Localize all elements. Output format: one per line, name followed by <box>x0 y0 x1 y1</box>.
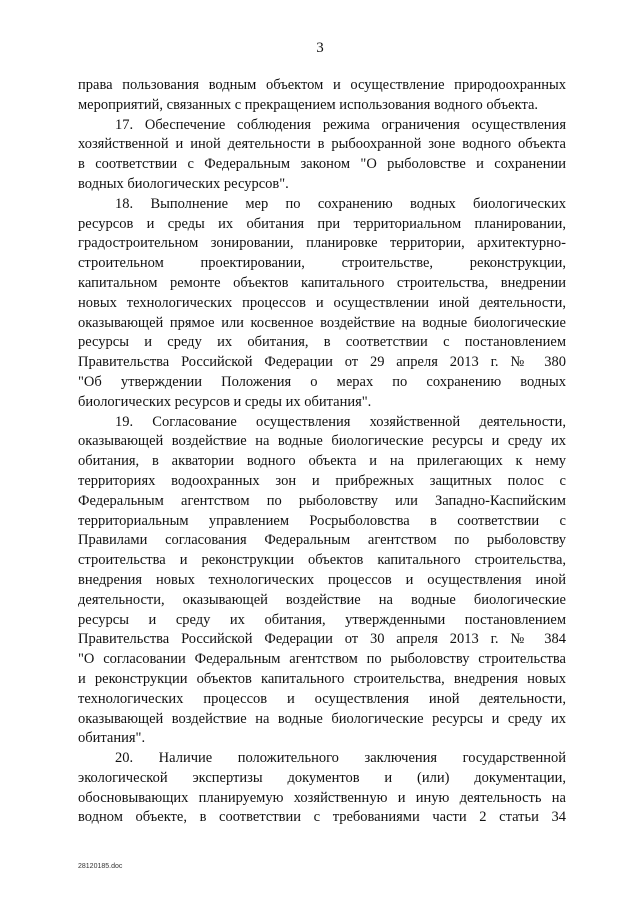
document-body <box>78 76 566 828</box>
text-line: мероприятий, связанных с прекращением использования водного объекта. <box>78 96 539 113</box>
text-line: ресурсы и среду их обитания, утвержденными постановлением <box>78 611 566 628</box>
text-line: обосновывающих планируемую хозяйственную и иную деятельность на <box>78 789 566 806</box>
text-line: хозяйственной и иной деятельности в рыбоохранной зоне водного объекта <box>78 136 566 153</box>
text-line: новых технологических процессов и осуществлении иной деятельности, <box>78 294 566 311</box>
text-line: экологической экспертизы документов и (или) документации, <box>78 769 566 786</box>
text-line: биологических ресурсов и среды их обитания". <box>78 393 372 410</box>
text-line: градостроительном зонировании, планировке территории, архитектурно- <box>78 235 566 252</box>
text-line: ресурсы и среду их обитания, в соответствии с постановлением <box>78 334 566 351</box>
text-line: 18. Выполнение мер по сохранению водных биологических <box>115 195 566 212</box>
text-line: 19. Согласование осуществления хозяйственной деятельности, <box>115 413 566 430</box>
text-line: внедрения новых технологических процессов и осуществления иной <box>78 571 566 588</box>
text-line: права пользования водным объектом и осуществление природоохранных <box>78 77 566 93</box>
text-line: 17. Обеспечение соблюдения режима ограничения осуществления <box>115 116 566 133</box>
text-line: технологических процессов и осуществления иной деятельности, <box>78 690 566 707</box>
text-line: Правительства Российской Федерации от 29 апреля 2013 г. № 380 <box>78 354 566 371</box>
text-line: Федеральным агентством по рыболовству или Западно-Каспийским <box>78 492 566 509</box>
text-line: строительства и реконструкции объектов капитального строительства, <box>78 552 566 569</box>
text-line: обитания". <box>78 730 146 747</box>
text-line: 20. Наличие положительного заключения государственной <box>115 750 566 767</box>
text-line: капитальном ремонте объектов капитального строительства, внедрении <box>78 274 566 291</box>
text-line: водном объекте, в соответствии с требованиями части 2 статьи 34 <box>78 809 566 826</box>
text-line: оказывающей воздействие на водные биологические ресурсы и среду их <box>78 710 566 727</box>
text-line: Правилами согласования Федеральным агентством по рыболовству <box>78 532 566 549</box>
text-line: "О согласовании Федеральным агентством по рыболовству строительства <box>78 651 566 668</box>
text-line: оказывающей воздействие на водные биологические ресурсы и среду их <box>78 433 566 450</box>
text-line: строительном проектировании, строительстве, реконструкции, <box>78 255 566 272</box>
text-line: обитания, в акватории водного объекта и на прилегающих к нему <box>78 453 566 470</box>
text-line: в соответствии с Федеральным законом "О рыболовстве и сохранении <box>78 156 566 173</box>
document-filename: 28120185.doc <box>78 863 123 870</box>
text-line: оказывающей прямое или косвенное воздействие на водные биологические <box>78 314 566 331</box>
text-line: ресурсов и среды их обитания при территориальном планировании, <box>78 215 566 232</box>
page-number: 3 <box>316 40 324 56</box>
text-line: водных биологических ресурсов". <box>78 175 289 192</box>
text-line: Правительства Российской Федерации от 30 апреля 2013 г. № 384 <box>78 631 566 648</box>
text-line: "Об утверждении Положения о мерах по сохранению водных <box>78 373 566 390</box>
text-line: территориальным управлением Росрыболовства в соответствии с <box>78 512 566 529</box>
text-line: и реконструкции объектов капитального строительства, внедрения новых <box>78 670 566 687</box>
text-line: деятельности, оказывающей воздействие на водные биологические <box>78 591 566 608</box>
text-line: территориях водоохранных зон и прибрежных защитных полос с <box>78 472 566 489</box>
